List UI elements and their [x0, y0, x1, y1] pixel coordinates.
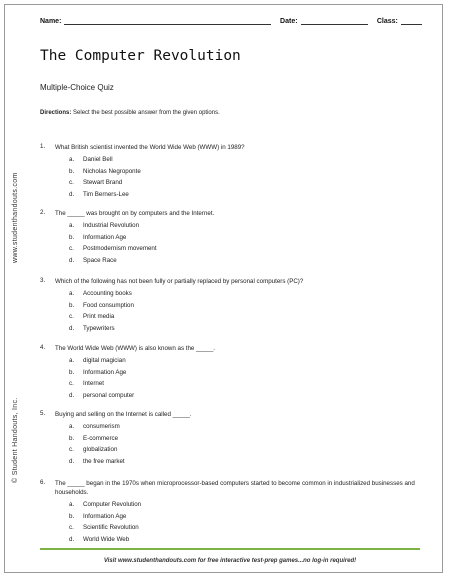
question-1: [40, 143, 425, 200]
option-text: Food consumption: [83, 301, 134, 309]
option-c[interactable]: [69, 177, 425, 189]
option-letter: b.: [69, 233, 75, 241]
option-text: Computer Revolution: [83, 501, 142, 509]
option-text: digital magician: [83, 357, 126, 365]
option-b[interactable]: [69, 166, 425, 178]
option-letter: b.: [69, 434, 75, 442]
option-d[interactable]: [69, 456, 425, 468]
option-letter: a.: [69, 501, 75, 509]
class-field[interactable]: [401, 16, 422, 25]
option-letter: d.: [69, 391, 75, 399]
sidebar-website: www.studenthandouts.com: [12, 172, 19, 263]
option-letter: c.: [69, 524, 74, 532]
option-letter: a.: [69, 290, 75, 298]
option-letter: d.: [69, 256, 75, 264]
option-text: Postmodernism movement: [83, 245, 157, 253]
option-text: E-commerce: [83, 434, 119, 442]
question-text: The _____ began in the 1970s when microprocessor-based computers started to become common in industrialized businesses and households.: [55, 480, 415, 496]
option-c[interactable]: [69, 311, 425, 323]
option-letter: b.: [69, 512, 75, 520]
option-b[interactable]: [69, 300, 425, 312]
question-text: Which of the following has not been fully or partially replaced by personal computers (PC)?: [55, 278, 304, 285]
question-number: 5.: [40, 410, 46, 417]
footer-divider: [40, 548, 420, 550]
option-b[interactable]: [69, 367, 425, 379]
question-4: [40, 344, 425, 401]
header-row: [40, 13, 425, 25]
option-b[interactable]: [69, 232, 425, 244]
option-text: Information Age: [83, 512, 127, 520]
option-text: Information Age: [83, 233, 127, 241]
option-letter: c.: [69, 179, 74, 187]
option-d[interactable]: [69, 534, 425, 546]
question-5: [40, 410, 425, 467]
option-text: Nicholas Negroponte: [83, 167, 141, 175]
option-text: Daniel Bell: [83, 156, 113, 164]
option-c[interactable]: [69, 444, 425, 456]
option-text: Industrial Revolution: [83, 222, 140, 230]
date-field[interactable]: [301, 16, 368, 25]
option-d[interactable]: [69, 189, 425, 201]
option-c[interactable]: [69, 378, 425, 390]
option-text: Scientific Revolution: [83, 524, 139, 532]
question-text: The World Wide Web (WWW) is also known as the _____.: [55, 345, 216, 352]
option-c[interactable]: [69, 522, 425, 534]
option-letter: c.: [69, 380, 74, 388]
option-a[interactable]: [69, 220, 425, 232]
option-a[interactable]: [69, 421, 425, 433]
option-letter: d.: [69, 190, 75, 198]
option-text: personal computer: [83, 391, 135, 399]
sidebar: [9, 143, 27, 488]
footer-note: Visit www.studenthandouts.com for free interactive test-prep games...no log-in required!: [103, 558, 357, 564]
option-letter: c.: [69, 313, 74, 321]
question-number: 3.: [40, 277, 46, 284]
page-title: The Computer Revolution: [40, 48, 241, 64]
option-text: Internet: [83, 380, 104, 388]
option-text: the free market: [83, 457, 125, 465]
option-letter: a.: [69, 423, 75, 431]
question-number: 6.: [40, 479, 46, 486]
option-text: Typewriters: [83, 324, 115, 332]
option-text: consumerism: [83, 423, 120, 431]
option-letter: d.: [69, 324, 75, 332]
option-d[interactable]: [69, 390, 425, 402]
option-letter: b.: [69, 368, 75, 376]
option-text: Print media: [83, 313, 115, 321]
option-a[interactable]: [69, 154, 425, 166]
name-field[interactable]: [64, 16, 271, 25]
option-text: Accounting books: [83, 290, 132, 298]
directions-text: Select the best possible answer from the given options.: [73, 110, 220, 116]
question-3: [40, 277, 425, 334]
question-2: [40, 209, 425, 266]
option-b[interactable]: [69, 433, 425, 445]
directions-label: Directions:: [40, 110, 72, 116]
option-d[interactable]: [69, 323, 425, 335]
option-letter: d.: [69, 535, 75, 543]
option-text: Stewart Brand: [83, 179, 123, 187]
question-text: What British scientist invented the World Wide Web (WWW) in 1989?: [55, 144, 245, 151]
date-label: Date:: [280, 18, 298, 25]
question-text: Buying and selling on the Internet is called _____.: [55, 411, 192, 418]
option-a[interactable]: [69, 288, 425, 300]
option-letter: a.: [69, 156, 75, 164]
question-text: The _____ was brought on by computers and the Internet.: [55, 210, 215, 217]
sidebar-copyright: © Student Handouts, Inc.: [12, 397, 19, 483]
option-text: globalization: [83, 446, 118, 454]
option-letter: c.: [69, 446, 74, 454]
question-6: [40, 479, 425, 545]
question-number: 1.: [40, 143, 46, 150]
option-b[interactable]: [69, 511, 425, 523]
option-letter: b.: [69, 167, 75, 175]
question-number: 4.: [40, 344, 46, 351]
option-letter: a.: [69, 222, 75, 230]
question-number: 2.: [40, 209, 46, 216]
option-a[interactable]: [69, 499, 425, 511]
option-letter: d.: [69, 457, 75, 465]
option-text: Tim Berners-Lee: [83, 190, 129, 198]
option-d[interactable]: [69, 255, 425, 267]
page-subtitle: Multiple-Choice Quiz: [40, 83, 114, 92]
option-letter: b.: [69, 301, 75, 309]
name-label: Name:: [40, 18, 62, 25]
option-text: Information Age: [83, 368, 127, 376]
option-letter: a.: [69, 357, 75, 365]
option-text: World Wide Web: [83, 535, 130, 543]
option-a[interactable]: [69, 355, 425, 367]
directions: [40, 110, 220, 116]
option-text: Space Race: [83, 256, 117, 264]
class-label: Class:: [376, 18, 398, 25]
option-c[interactable]: [69, 243, 425, 255]
option-letter: c.: [69, 245, 74, 253]
